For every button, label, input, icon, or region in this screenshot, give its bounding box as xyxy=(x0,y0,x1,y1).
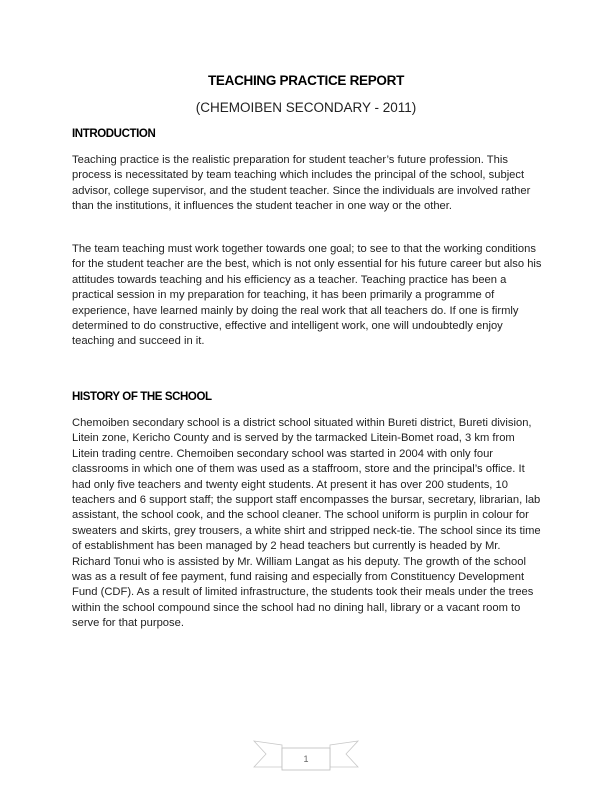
document-title: TEACHING PRACTICE REPORT xyxy=(207,73,405,88)
intro-paragraph-2: The team teaching must work together towards one goal; to see to that the working conditions for the student teacher are the best, which is not only essential for his future career but also his attitudes towards teaching and his efficiency as a teacher. Teaching practice has been a practical session in my preparation for teaching, it has been primarily a programme of experience, have learned mainly by doing the real work that all teachers do. If one is firmly determined to do constructive, effective and intelligent work, one will undoubtedly enjoy teaching and succeed in it. xyxy=(72,243,542,348)
document-subtitle: (CHEMOIBEN SECONDARY - 2011) xyxy=(195,100,417,115)
history-paragraph-1: Chemoiben secondary school is a district school situated within Bureti district, Bureti division, Litein zone, Kericho County and is served by the tarmacked Litein-Bomet road, 3 km from Litein trading centre. Chemoiben secondary school was started in 2004 with only four classrooms in which one of them was used as a staffroom, store and the principal’s office. It had only five teachers and twenty eight students. At present it has over 200 students, 10 teachers and 6 support staff; the support staff encompasses the bursar, secretary, librarian, lab assistant, the school cook, and the school cleaner. The school uniform is purplin in colour for sweaters and skirts, grey trousers, a white shirt and stripped neck-tie. The school since its time of establishment has been managed by 2 head teachers but currently is headed by Mr. Richard Tonui who is assisted by Mr. William Langat as his deputy. The growth of the school was as a result of fee payment, fund raising and especially from Constituency Development Fund (CDF). As a result of limited infrastructure, the students took their meals under the trees within the school compound since the school had no dining hall, library or a vacant room to serve for that purpose. xyxy=(72,417,541,630)
intro-paragraph-1: Teaching practice is the realistic preparation for student teacher’s future profession. This process is necessitated by team teaching which includes the principal of the school, subject advisor, college supervisor, and the student teacher. Since the individuals are involved rather than the institutions, it influences the student teacher in one way or the other. xyxy=(72,154,531,213)
section-heading-introduction: INTRODUCTION xyxy=(72,128,156,140)
section-heading-history: HISTORY OF THE SCHOOL xyxy=(72,391,212,403)
page-number: 1 xyxy=(303,754,309,764)
